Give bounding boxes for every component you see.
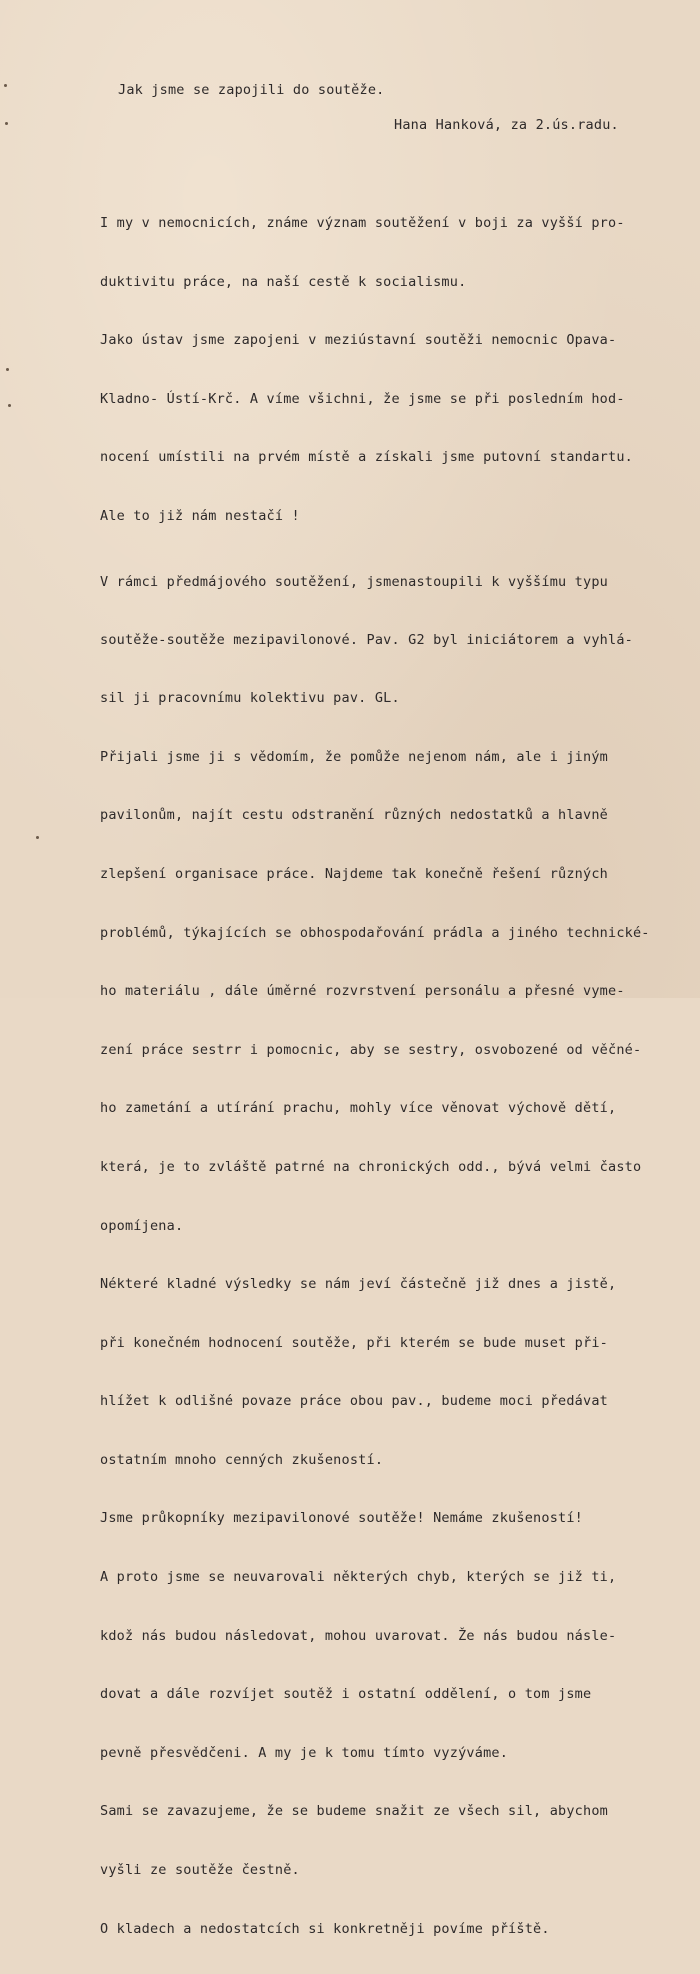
body-line: duktivitu práce, na naší cestě k socialismu.	[100, 273, 467, 290]
body-line: sil ji pracovnímu kolektivu pav. GL.	[100, 690, 400, 707]
body-line: vyšli ze soutěže čestně.	[100, 1862, 300, 1879]
body-line: problémů, týkajících se obhospodařování prádla a jiného technické-	[100, 924, 650, 941]
body-line: ostatním mnoho cenných zkušeností.	[100, 1451, 384, 1468]
body-line: hlížet k odlišné povaze práce obou pav., budeme moci předávat	[100, 1393, 608, 1410]
document-title: Jak jsme se zapojili do soutěže.	[118, 82, 385, 98]
paper-speck	[36, 836, 39, 839]
body-line: I my v nemocnicích, známe význam soutěžení v boji za vyšší pro-	[100, 215, 625, 231]
body-line: zení práce sestrr i pomocnic, aby se sestry, osvobozené od věčné-	[100, 1041, 642, 1058]
body-line: Nékteré kladné výsledky se nám jeví částečně již dnes a jistě,	[100, 1276, 617, 1293]
body-line: Sami se zavazujeme, že se budeme snažit ze všech sil, abychom	[100, 1803, 608, 1820]
body-line: která, je to zvláště patrné na chronických odd., bývá velmi často	[100, 1158, 642, 1175]
body-line: dovat a dále rozvíjet soutěž i ostatní oddělení, o tom jsme	[100, 1686, 592, 1703]
document-body	[100, 178, 650, 1974]
body-line: nocení umístili na prvém místě a získali jsme putovní standartu.	[100, 449, 633, 466]
body-line: ho zametání a utírání prachu, mohly více věnovat výchově dětí,	[100, 1100, 617, 1117]
body-line: Přijali jsme ji s vědomím, že pomůže nejenom nám, ale i jiným	[100, 748, 608, 765]
paper-speck	[5, 122, 8, 125]
body-line: pavilonům, najít cestu odstranění různých nedostatků a hlavně	[100, 807, 608, 824]
body-line: A proto jsme se neuvarovali některých chyb, kterých se již ti,	[100, 1569, 617, 1586]
body-line: opomíjena.	[100, 1217, 184, 1234]
paper-speck	[6, 368, 9, 371]
paper-speck	[4, 84, 7, 87]
body-line: kdož nás budou následovat, mohou uvarovat. Že nás budou násle-	[100, 1627, 617, 1644]
body-line: Kladno- Ústí-Krč. A víme všichni, že jsme se při posledním hod-	[100, 390, 625, 407]
paper-speck	[8, 404, 11, 407]
body-line: Jako ústav jsme zapojeni v meziústavní soutěži nemocnic Opava-	[100, 332, 617, 349]
body-line: ho materiálu , dále úměrné rozvrstvení personálu a přesné vyme-	[100, 983, 625, 1000]
document-author: Hana Hanková, za 2.ús.radu.	[394, 117, 619, 133]
body-line: pevně přesvědčeni. A my je k tomu tímto vyzýváme.	[100, 1744, 509, 1761]
body-line: Jsme průkopníky mezipavilonové soutěže! Nemáme zkušeností!	[100, 1510, 584, 1527]
body-line: O kladech a nedostatcích si konkretněji povíme příště.	[100, 1920, 550, 1937]
body-line: soutěže-soutěže mezipavilonové. Pav. G2 byl iniciátorem a vyhlá-	[100, 631, 633, 648]
body-line: zlepšení organisace práce. Najdeme tak konečně řešení různých	[100, 865, 608, 882]
body-line: Ale to již nám nestačí !	[100, 507, 300, 524]
body-line: V rámci předmájového soutěžení, jsmenastoupili k vyššímu typu	[100, 573, 608, 590]
body-line: při konečném hodnocení soutěže, při kterém se bude muset při-	[100, 1334, 608, 1351]
